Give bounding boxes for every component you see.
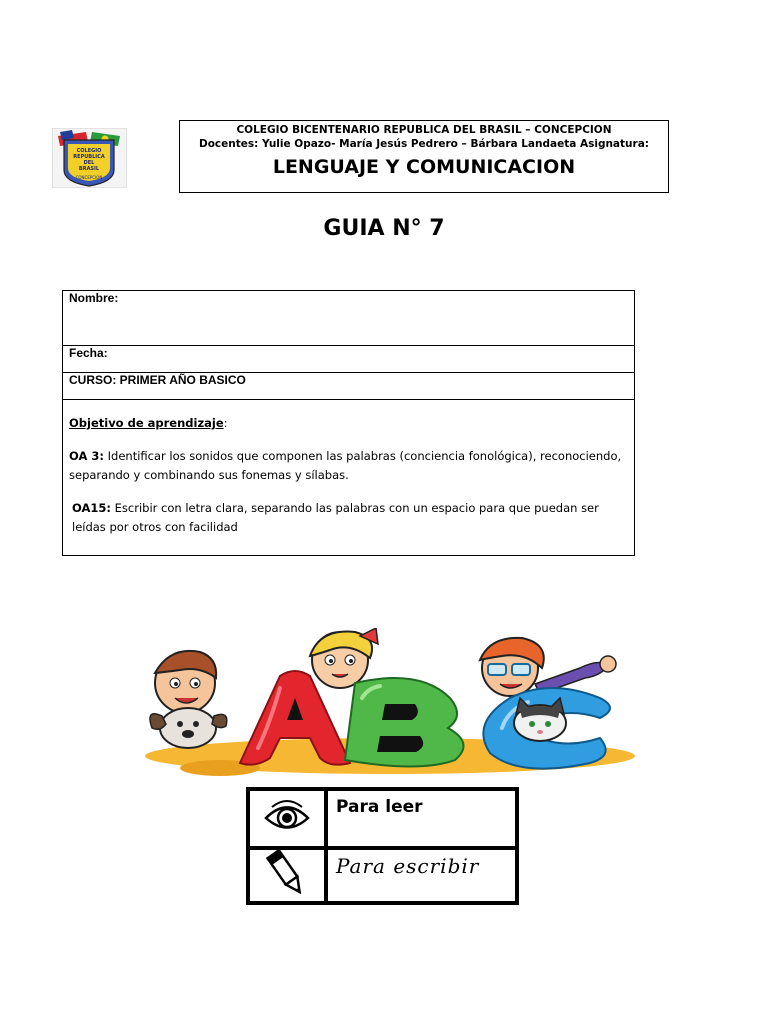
- date-label: Fecha:: [69, 346, 108, 360]
- legend-row-read: [250, 791, 515, 850]
- guide-title: GUIA N° 7: [323, 216, 445, 241]
- oa3-paragraph: [69, 447, 628, 485]
- school-name: COLEGIO BICENTENARIO REPUBLICA DEL BRASIL – CONCEPCION: [236, 124, 612, 136]
- dog-figure: [150, 708, 227, 748]
- cat-figure: [514, 698, 566, 741]
- legend-table: [246, 787, 519, 905]
- oa15-paragraph: [69, 499, 628, 537]
- date-row[interactable]: [63, 346, 634, 373]
- objective-heading-line: [69, 414, 628, 433]
- course-row: [63, 373, 634, 400]
- eye-icon: [250, 791, 328, 846]
- name-label: Nombre:: [69, 291, 119, 305]
- objective-heading-colon: :: [223, 416, 228, 430]
- objective-heading: Objetivo de aprendizaje: [69, 416, 224, 430]
- abc-kids-illustration: [130, 628, 645, 780]
- logo-text-1: COLEGIO: [76, 148, 102, 154]
- school-logo: [52, 128, 127, 188]
- header-box: [179, 120, 669, 193]
- read-label: Para leer: [336, 797, 423, 817]
- course-label: CURSO: PRIMER AÑO BASICO: [69, 373, 246, 387]
- logo-text-3: DEL: [83, 160, 95, 166]
- oa15-code: OA15:: [72, 501, 111, 515]
- write-label: Para escribir: [336, 854, 480, 878]
- legend-row-write: [250, 846, 515, 901]
- boy-left-figure: [155, 651, 216, 713]
- logo-text-2: REPUBLICA: [73, 154, 105, 160]
- subject-title: LENGUAJE Y COMUNICACION: [272, 156, 576, 178]
- oa3-text: Identificar los sonidos que componen las palabras (conciencia fonológica), reconociendo, separando y combinando sus fonemas y sílabas.: [69, 449, 622, 482]
- logo-text-5: CONCEPCION: [75, 175, 103, 180]
- oa3-code: OA 3:: [69, 449, 104, 463]
- name-row[interactable]: [63, 291, 634, 346]
- student-info-table: [62, 290, 635, 556]
- pencil-icon: [250, 846, 328, 901]
- teachers-line: Docentes: Yulie Opazo- María Jesús Pedrero – Bárbara Landaeta Asignatura:: [199, 138, 649, 150]
- girl-figure: [310, 628, 378, 688]
- oa15-text: Escribir con letra clara, separando las palabras con un espacio para que puedan ser leídas por otros con facilidad: [72, 501, 599, 534]
- objective-cell: [63, 400, 634, 555]
- letter-b: [345, 678, 464, 767]
- logo-text-4: BRASIL: [78, 166, 100, 172]
